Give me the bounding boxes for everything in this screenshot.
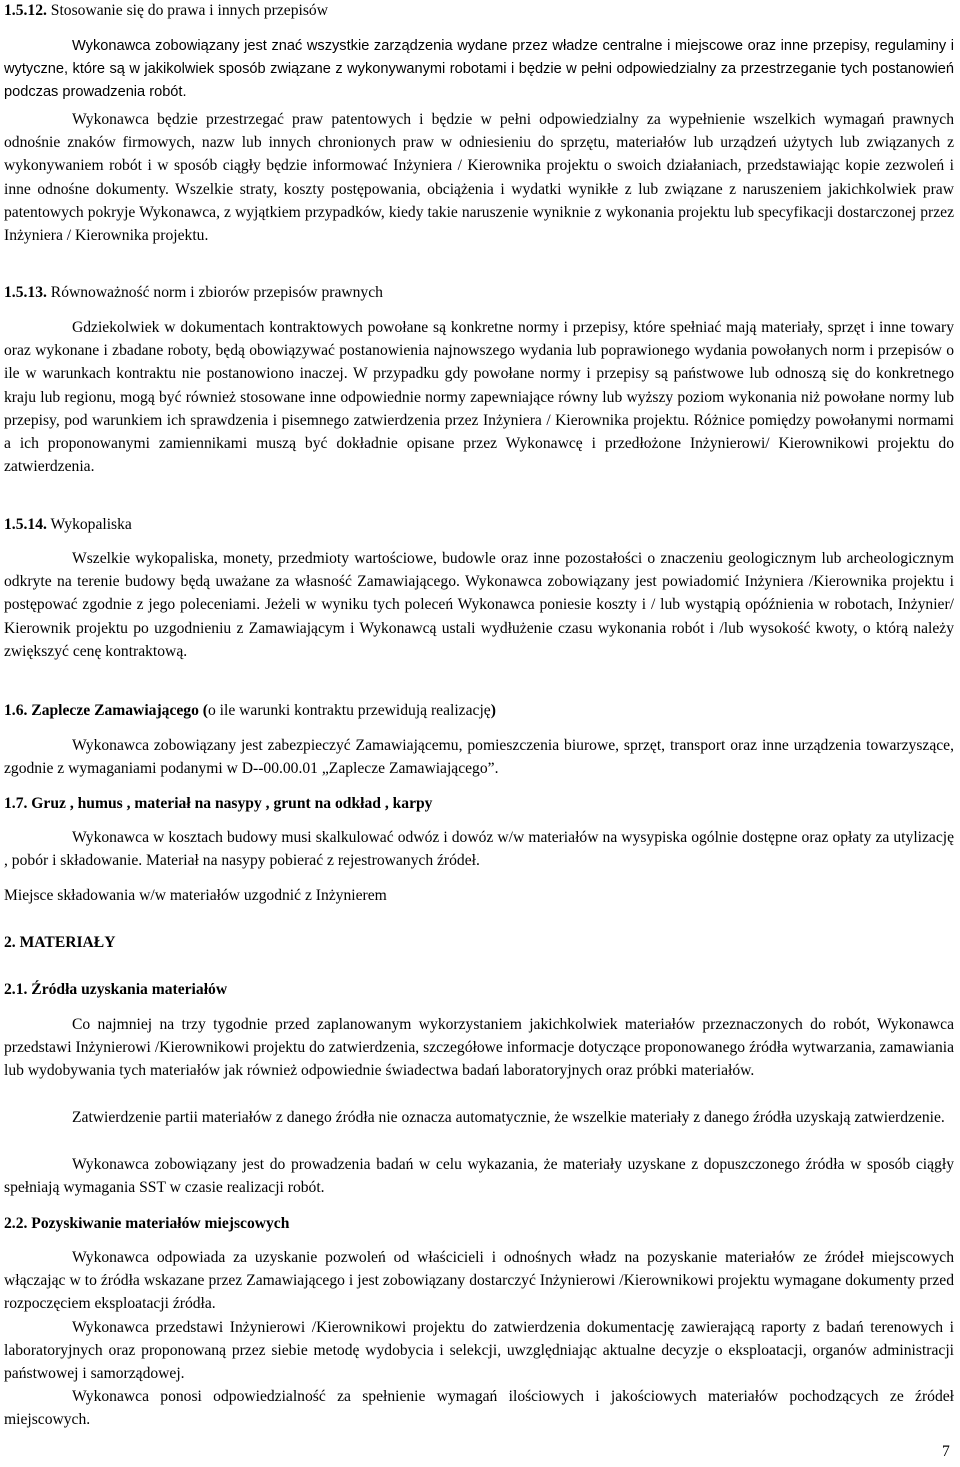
paragraph-material-sources: Co najmniej na trzy tygodnie przed zaplanowanym wykorzystaniem jakichkolwiek materiałów przeznaczonych do robót, Wykonawca przedstawi Inżynierowi /Kierownikowi projektu do zatwierdzenia, szczegółowe informacje dotyczące proponowanego źródła wytwarzania, zamawiania lub wydobywania tych materiałów jak również odpowiednie świadectwa badań laboratoryjnych oraz próbki materiałów. <box>4 1016 954 1080</box>
paragraph-batch-approval: Zatwierdzenie partii materiałów z danego źródła nie oznacza automatycznie, że wszelkie materiały z danego źródła uzyskają zatwierdzenie. <box>72 1109 945 1126</box>
section-heading-2-materials: 2. MATERIAŁY <box>4 934 116 951</box>
section-heading-1-5-13 <box>4 281 383 304</box>
section-heading-2-2: 2.2. Pozyskiwanie materiałów miejscowych <box>4 1215 290 1232</box>
section-number: 1.5.14. <box>4 516 47 533</box>
section-number: 1.5.12. <box>4 2 47 19</box>
section-title: Zaplecze Zamawiającego ( <box>27 702 208 719</box>
section-number: 1.5.13. <box>4 284 47 301</box>
section-title: Równoważność norm i zbiorów przepisów prawnych <box>46 284 383 301</box>
paragraph-documentation: Wykonawca przedstawi Inżynierowi /Kierownikowi projektu do zatwierdzenia dokumentację zawierającą raporty z badań terenowych i laboratoryjnych oraz proponowaną przez siebie metodę wydobycia i selekcji, uwzględniając aktualne decyzje o eksploatacji, organów administracji państwowej i samorządowej. <box>4 1319 954 1383</box>
section-title: Stosowanie się do prawa i innych przepisów <box>46 2 328 19</box>
section-heading-2-1: 2.1. Źródła uzyskania materiałów <box>4 981 228 998</box>
section-heading-1-5-14 <box>4 513 132 536</box>
paragraph-excavations: Wszelkie wykopaliska, monety, przedmioty wartościowe, budowle oraz inne pozostałości o znaczeniu geologicznym lub archeologicznym odkryte na terenie budowy będą uważane za własność Zamawiającego. Wykonawca zobowiązany jest powiadomić Inżyniera /Kierownika projektu i postępować zgodnie z jego poleceniami. Jeżeli w wyniku tych poleceń Wykonawca poniesie koszty i / lub wystąpią opóźnienia w robotach, Inżynier/ Kierownik projektu po uzgodnieniu z Zamawiającym i Wykonawcą ustali wydłużenie czasu wykonania robót i /lub wysokość kwoty, o którą należy zwiększyć cenę kontraktową. <box>4 550 954 660</box>
paragraph-testing: Wykonawca zobowiązany jest do prowadzenia badań w celu wykazania, że materiały uzyskane z dopuszczonego źródła w sposób ciągły spełniają wymagania SST w czasie realizacji robót. <box>4 1156 954 1197</box>
section-title: Wykopaliska <box>46 516 132 533</box>
page-number: 7 <box>942 1443 950 1460</box>
section-number: 1.7. <box>4 795 28 812</box>
paragraph-patents: Wykonawca będzie przestrzegać praw patentowych i będzie w pełni odpowiedzialny za wypełnienie wszelkich wymagań prawnych odnośnie znaków firmowych, nazw lub innych chronionych praw w odniesieniu do sprzętu, materiałów lub urządzeń użytych lub związanych z wykonywaniem robót i w sposób ciągły będzie informować Inżyniera / Kierownika projektu o swoich działaniach, przedstawiając kopie zezwoleń i inne odnośne dokumenty. Wszelkie straty, koszty postępowania, obciążenia i wydatki wynikłe z lub związane z naruszeniem jakichkolwiek praw patentowych pokryje Wykonawca, z wyjątkiem przypadków, kiedy takie naruszenie wyniknie z wykonania projektu lub specyfikacji dostarczonej przez Inżyniera / Kierownika projektu. <box>4 111 954 245</box>
section-title: Gruz , humus , materiał na nasypy , grunt na odkład , karpy <box>27 795 433 812</box>
paragraph-responsibility: Wykonawca ponosi odpowiedzialność za spełnienie wymagań ilościowych i jakościowych materiałów pochodzących ze źródeł miejscowych. <box>4 1388 954 1429</box>
paragraph-norms-equivalence: Gdziekolwiek w dokumentach kontraktowych powołane są konkretne normy i przepisy, które spełniać mają materiały, sprzęt i inne towary oraz wykonane i zbadane roboty, będą obowiązywać postanowienia najnowszego wydania lub poprawionego wydania powołanych norm i przepisów o ile w warunkach kontraktu nie postanowiono inaczej. W przypadku gdy powołane normy i przepisy są państwowe lub odnoszą się do konkretnego kraju lub regionu, mogą być również stosowane inne odpowiednie normy zapewniające równy lub wyższy poziom wykonania niż powołane normy lub przepisy, pod warunkiem ich sprawdzenia i pisemnego zatwierdzenia przez Inżyniera / Kierownika projektu. Różnice pomiędzy powołanymi normami a ich proponowanymi zamiennikami muszą być dokładnie opisane przez Wykonawcę i przedłożone Inżynierowi/ Kierownikowi projektu do zatwierdzenia. <box>4 319 954 476</box>
section-heading-1-6 <box>4 699 496 722</box>
paragraph-employer-facilities: Wykonawca zobowiązany jest zabezpieczyć Zamawiającemu, pomieszczenia biurowe, sprzęt, transport oraz inne urządzenia towarzyszące, zgodnie z wymaganiami podanymi w D--00.00.01 „Zaplecze Zamawiającego”. <box>4 737 954 778</box>
paragraph-local-permits: Wykonawca odpowiada za uzyskanie pozwoleń od właścicieli i odnośnych władz na pozyskanie materiałów ze źródeł miejscowych włączając w to źródła wskazane przez Zamawiającego i jest zobowiązany dostarczyć Inżynierowi /Kierownikowi projektu wymagane dokumenty przed rozpoczęciem eksploatacji źródła. <box>4 1249 954 1313</box>
paragraph-rubble-transport: Wykonawca w kosztach budowy musi skalkulować odwóz i dowóz w/w materiałów na wysypiska ogólnie dostępne oraz opłaty za utylizację , pobór i składowanie. Materiał na nasypy pobierać z rejestrowanych źródeł. <box>4 829 954 870</box>
section-title-note: o ile warunki kontraktu przewidują realizację <box>207 702 491 719</box>
section-number: 1.6. <box>4 702 28 719</box>
paragraph-regulations: Wykonawca zobowiązany jest znać wszystkie zarządzenia wydane przez władze centralne i miejscowe oraz inne przepisy, regulaminy i wytyczne, które są w jakikolwiek sposób związane z wykonywanymi robotami i będzie w pełni odpowiedzialny za przestrzeganie tych postanowień podczas prowadzenia robót. <box>4 38 954 101</box>
section-heading-1-5-12 <box>4 0 328 22</box>
section-title-close: ) <box>490 702 496 719</box>
section-heading-1-7 <box>4 792 432 815</box>
paragraph-storage-place: Miejsce składowania w/w materiałów uzgodnić z Inżynierem <box>4 887 387 904</box>
